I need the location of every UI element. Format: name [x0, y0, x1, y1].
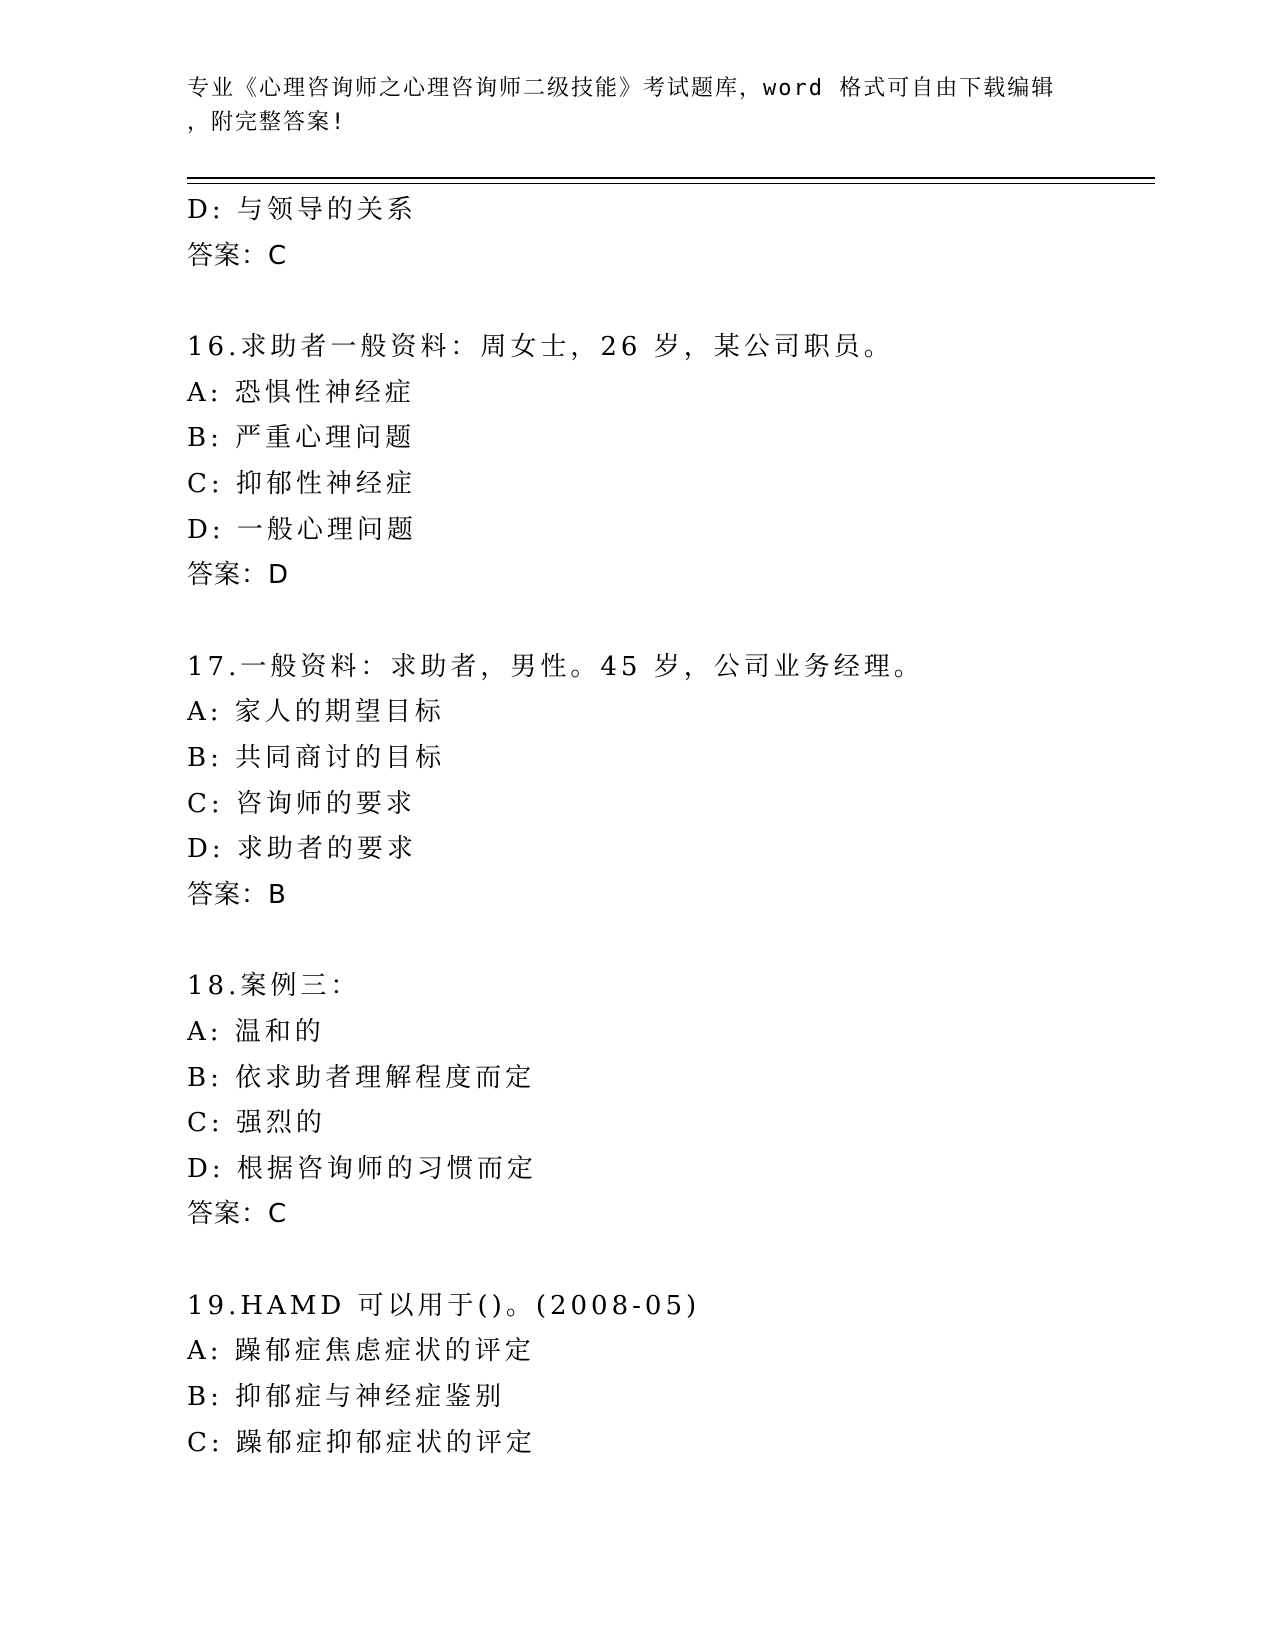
- option-d: D: 与领导的关系: [187, 195, 417, 225]
- question-stem: 17.一般资料：求助者，男性。45 岁，公司业务经理。: [187, 651, 924, 682]
- option-c: C: 咨询师的要求: [187, 788, 416, 819]
- option-b: B: 依求助者理解程度而定: [187, 1062, 536, 1093]
- header-line-1: 专业《心理咨询师之心理咨询师二级技能》考试题库，word 格式可自由下载编辑: [187, 76, 1056, 101]
- option-d: D: 求助者的要求: [187, 834, 417, 865]
- header-rule-thick: [187, 177, 1155, 179]
- question-17: [187, 645, 1147, 919]
- option-b: B: 严重心理问题: [187, 423, 416, 454]
- header-rule-thin: [187, 183, 1155, 184]
- option-a: A: 躁郁症焦虑症状的评定: [187, 1336, 535, 1367]
- answer-line: 答案：C: [187, 1199, 288, 1230]
- option-a: A: 家人的期望目标: [187, 697, 445, 728]
- answer-line: 答案：D: [187, 560, 290, 591]
- header-line-2: ，附完整答案!: [187, 110, 347, 135]
- option-c: C: 躁郁症抑郁症状的评定: [187, 1427, 536, 1458]
- option-c: C: 抑郁性神经症: [187, 468, 416, 499]
- answer-line: 答案：C: [187, 240, 288, 271]
- question-stem: 18.案例三：: [187, 971, 361, 1002]
- question-16: [187, 325, 1147, 599]
- question-stem: 19.HAMD 可以用于()。(2008-05): [187, 1290, 701, 1321]
- document-header: [187, 72, 1087, 140]
- option-b: B: 共同商讨的目标: [187, 742, 446, 773]
- option-a: A: 恐惧性神经症: [187, 377, 415, 408]
- answer-line: 答案：B: [187, 879, 287, 910]
- question-stem: 16.求助者一般资料：周女士，26 岁，某公司职员。: [187, 332, 894, 363]
- question-19: [187, 1284, 1147, 1466]
- option-b: B: 抑郁症与神经症鉴别: [187, 1382, 506, 1413]
- option-c: C: 强烈的: [187, 1108, 326, 1139]
- option-d: D: 一般心理问题: [187, 514, 417, 545]
- question-list: [187, 188, 1147, 1466]
- option-d: D: 根据咨询师的习惯而定: [187, 1153, 537, 1184]
- option-a: A: 温和的: [187, 1016, 325, 1047]
- question-18: [187, 964, 1147, 1238]
